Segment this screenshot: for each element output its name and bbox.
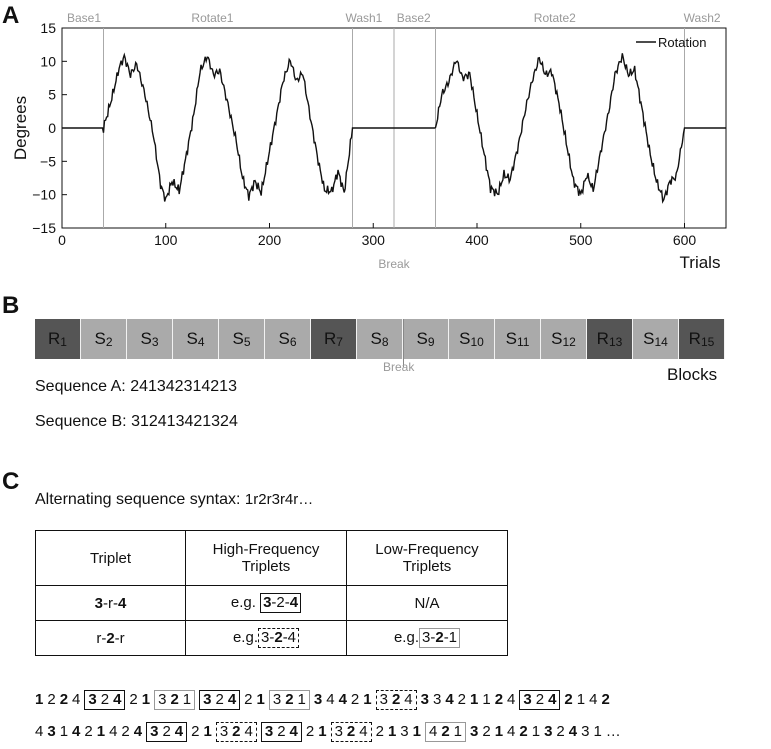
trial-digit: 1 [494,723,504,740]
block-s3 [127,319,173,359]
x-tick-label: 500 [569,232,593,248]
y-tick-label: 15 [40,20,56,36]
block-number: 12 [562,335,576,349]
trial-digit: 1 [593,723,602,740]
block-letter: R [324,329,337,348]
rotation-chart [0,0,771,280]
syntax-line [35,491,313,509]
phase-label-base2: Base2 [396,11,431,25]
trial-digit: 1 [256,691,265,708]
trial-digit: 2 [47,691,56,708]
block-s14 [633,319,679,359]
trial-digit: 1 [141,691,151,708]
block-number: 7 [336,335,343,349]
trial-digit: 3 [523,691,532,708]
solid-triplet-box [199,690,240,710]
trial-digit: 3 [470,723,479,740]
trial-digit: 1 [182,691,192,708]
block-s4 [173,319,219,359]
block-letter: S [505,329,517,348]
trial-digit: 4 [404,691,413,708]
high-freq-example-2 [186,621,347,656]
block-number: 13 [608,335,623,349]
trial-digit: 2 [375,723,384,740]
trial-digit: 4 [289,723,298,740]
y-tick-label: −5 [40,153,56,170]
phase-label-wash2: Wash2 [683,11,721,25]
trial-digit: 2 [100,691,110,708]
block-s2 [81,319,127,359]
block-letter: S [232,329,244,348]
x-tick-label: 0 [58,232,66,248]
trial-digit: 4 [109,723,118,740]
block-letter: S [370,329,382,348]
block-letter: S [140,329,152,348]
trial-digit: 3 [334,723,343,740]
trial-digit: 4 [589,691,598,708]
block-letter: S [416,329,428,348]
x-tick-label: 600 [672,232,697,248]
low-freq-na: N/A [347,586,508,621]
trial-digit: 4 [113,691,122,708]
trial-digit: 3 [379,691,388,708]
trial-digit: 4 [244,723,253,740]
block-number: 9 [427,335,435,349]
low-freq-example [347,621,508,656]
eg-label: e.g. [393,629,419,646]
trial-digit: 2 [441,723,450,740]
block-letter: R [596,329,609,348]
solid-triplet-box [146,722,187,742]
trial-digit: 2 [59,691,69,708]
trial-digit: 4 [326,691,335,708]
trial-digit: 2 [535,691,545,708]
gray-triplet-box [425,722,466,742]
trial-digit: 2 [244,691,253,708]
x-tick-label: 300 [361,232,385,248]
trial-digit: 1 [576,691,586,708]
trial-digit: 1 [59,723,69,740]
trial-digit: 2 [601,691,610,708]
trial-digit: 3 [158,691,167,708]
solid-box: 3-2-4 [260,593,301,613]
block-sequence-bar [35,319,725,359]
dashed-box: 3-2-4 [258,628,299,648]
block-number: 14 [654,335,668,349]
gray-triplet-box [154,690,195,710]
trial-sequence-line-1 [35,690,614,710]
sequence-b: Sequence B: 312413421324 [35,413,238,430]
triplet-r2r: r-2-r [36,621,186,656]
y-axis-title: Degrees [11,95,30,161]
trial-digit: 2 [494,691,504,708]
block-letter: S [643,329,655,348]
block-s5 [219,319,265,359]
y-tick-label: 5 [48,86,56,103]
block-r13 [587,319,633,359]
break-label: Break [378,257,410,271]
trial-digit: 4 [133,723,143,740]
x-tick-label: 400 [465,232,489,248]
trial-digit: 4 [338,691,347,708]
high-freq-example-1 [186,586,347,621]
block-number: 5 [243,335,251,349]
block-letter: S [278,329,290,348]
block-number: 6 [289,335,297,349]
block-s10 [449,319,495,359]
gray-triplet-box [269,690,310,710]
block-letter: S [186,329,198,348]
trial-digit: 3 [88,691,97,708]
trial-digit: 1 [453,723,462,740]
syntax-value: 1r2r3r4r… [244,491,314,508]
block-number: 4 [197,335,205,349]
block-letter: R [688,329,701,348]
trial-digit: 2 [350,691,360,708]
block-s9 [403,319,449,359]
panel-b-letter: B [2,292,20,319]
trial-digit: 1 [35,691,44,708]
trial-digit: 3 [150,723,159,740]
eg-label: e.g. [230,594,256,611]
block-letter: R [48,329,61,348]
trial-digit: 4 [359,723,368,740]
dashed-triplet-box [376,690,417,710]
trial-digit: 4 [174,723,184,740]
trial-digit: 1 [387,723,397,740]
block-s12 [541,319,587,359]
trial-digit: 4 [548,691,557,708]
header-triplet: Triplet [36,531,186,586]
trial-digit: 2 [519,723,528,740]
trial-digit: 4 [72,691,81,708]
eg-label: e.g. [232,629,258,646]
block-r7 [311,319,357,359]
trial-digit: 3 [313,691,323,708]
x-axis-title: Trials [679,253,721,272]
panel-c-letter: C [2,468,20,495]
y-tick-label: −15 [32,220,56,236]
x-tick-label: 100 [154,232,178,248]
block-number: 15 [700,335,715,349]
block-number: 1 [60,335,67,349]
trial-digit: 2 [162,723,171,740]
legend-label: Rotation [658,35,707,50]
trial-digit: 2 [556,723,565,740]
trial-digit: … [605,723,621,740]
gray-box: 3-2-1 [419,628,460,648]
trial-digit: 1 [318,723,327,740]
block-letter: S [551,329,563,348]
y-tick-label: 0 [48,120,56,136]
trial-digit: 2 [564,691,573,708]
block-s8 [357,319,403,359]
trial-digit: 3 [264,723,274,740]
dashed-triplet-box [331,722,372,742]
trial-digit: 2 [191,723,200,740]
phase-label-rotate1: Rotate1 [191,11,234,25]
trial-digit: 2 [215,691,224,708]
trial-digit: 2 [482,723,491,740]
dashed-triplet-box [216,722,257,742]
trial-digit: 1 [482,691,491,708]
trial-digit: 3 [400,723,409,740]
trial-digit: 1 [203,723,212,740]
block-number: 8 [381,335,389,349]
trial-digit: 3 [219,723,229,740]
trial-digit: 2 [391,691,401,708]
block-letter: S [94,329,106,348]
syntax-label: Alternating sequence syntax: [35,491,241,508]
trial-digit: 4 [428,723,438,740]
trial-digit: 1 [412,723,421,740]
trial-digit: 2 [121,723,130,740]
trial-digit: 1 [470,691,479,708]
header-low-frequency: Low-Frequency Triplets [347,531,508,586]
sequence-a: Sequence A: 241342314213 [35,378,237,395]
block-r1 [35,319,81,359]
block-number: 3 [151,335,159,349]
block-number: 10 [470,335,484,349]
y-tick-label: 10 [40,53,56,70]
trial-digit: 4 [227,691,237,708]
trial-digit: 3 [544,723,553,740]
block-number: 11 [516,335,530,349]
trial-digit: 1 [531,723,541,740]
block-s11 [495,319,541,359]
trial-digit: 2 [232,723,241,740]
triplet-table [35,530,508,656]
trial-digit: 3 [272,691,282,708]
trial-digit: 4 [445,691,454,708]
trial-sequence-line-2 [35,722,625,742]
trial-digit: 3 [203,691,212,708]
phase-label-wash1: Wash1 [345,11,383,25]
solid-triplet-box [261,722,302,742]
trial-digit: 1 [96,723,106,740]
phase-label-base1: Base1 [66,11,102,25]
y-tick-label: −10 [32,186,56,203]
trial-digit: 2 [129,691,138,708]
trial-digit: 3 [581,723,590,740]
trial-digit: 4 [507,691,516,708]
trial-digit: 1 [297,691,306,708]
block-number: 2 [105,335,113,349]
trial-digit: 2 [346,723,356,740]
block-r15 [679,319,725,359]
blocks-axis-label: Blocks [667,365,718,384]
trial-digit: 2 [84,723,93,740]
trial-digit: 2 [170,691,179,708]
solid-triplet-box [519,690,560,710]
block-letter: S [459,329,471,348]
trial-digit: 2 [305,723,315,740]
trial-digit: 3 [420,691,429,708]
block-break-label: Break [383,360,415,374]
trial-digit: 1 [363,691,372,708]
trial-digit: 2 [457,691,466,708]
trial-digit: 4 [507,723,516,740]
trial-digit: 4 [35,723,44,740]
trial-digit: 2 [285,691,294,708]
triplet-3r4: 3-r-4 [36,586,186,621]
trial-digit: 3 [432,691,442,708]
header-high-frequency: High-Frequency Triplets [186,531,347,586]
solid-triplet-box [84,690,125,710]
panel-a-letter: A [2,2,20,29]
block-s6 [265,319,311,359]
trial-digit: 2 [277,723,286,740]
phase-label-rotate2: Rotate2 [533,11,576,25]
trial-digit: 4 [568,723,578,740]
trial-digit: 3 [47,723,56,740]
x-tick-label: 200 [257,232,282,248]
trial-digit: 4 [72,723,81,740]
